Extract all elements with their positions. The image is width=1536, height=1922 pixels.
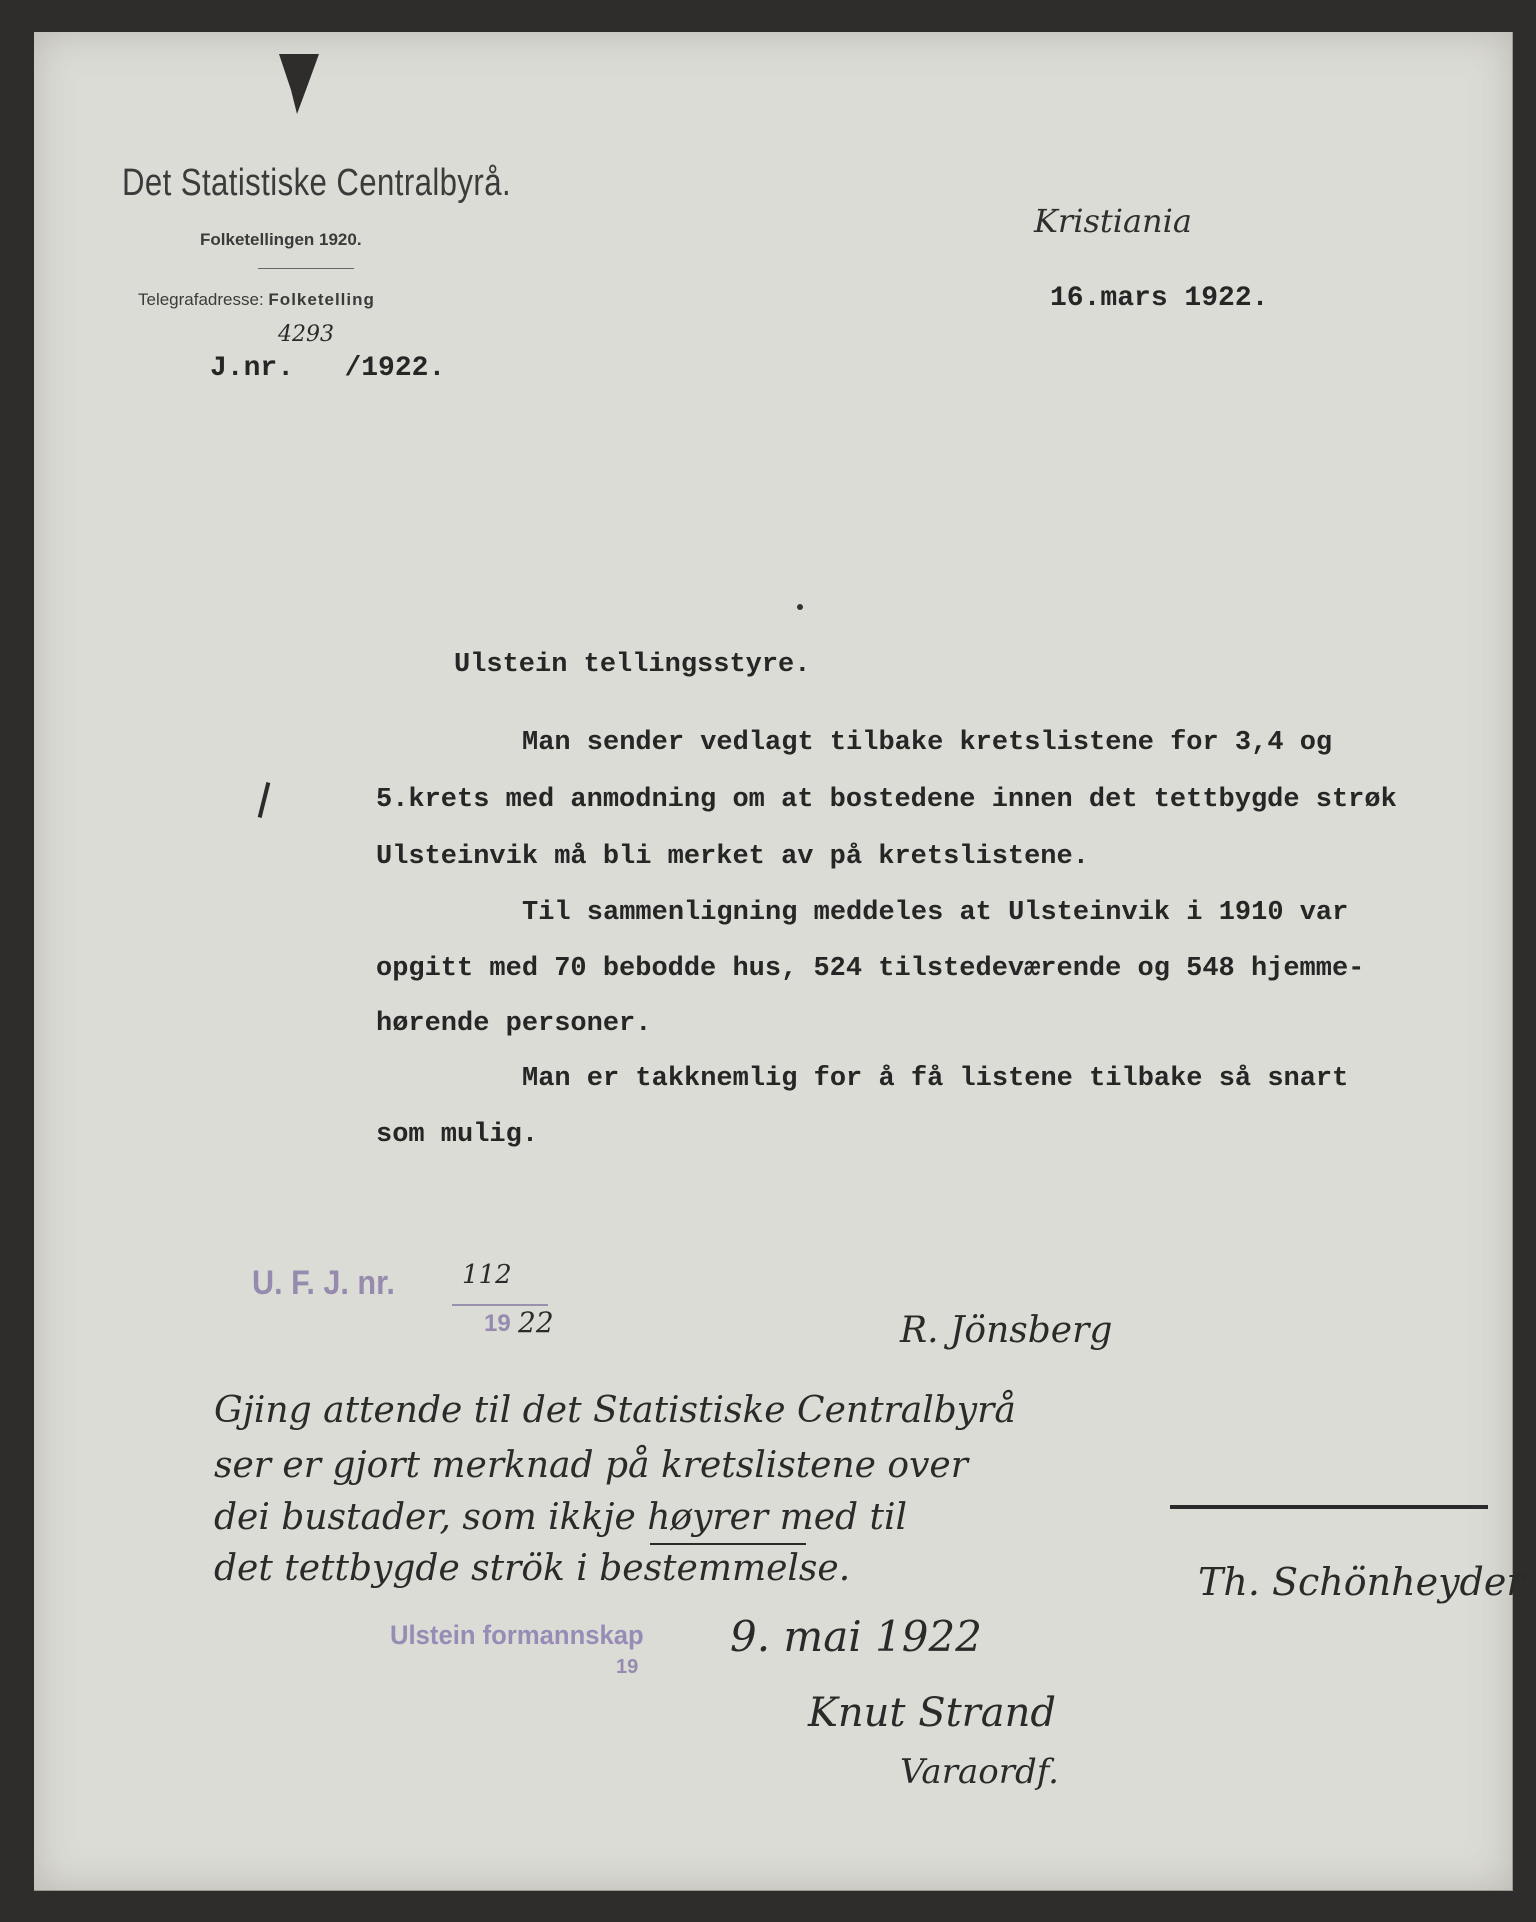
- body-line: opgitt med 70 bebodde hus, 524 tilstedeværende og 548 hjemme-: [376, 954, 1365, 984]
- city-name: Kristiania: [1034, 202, 1192, 240]
- addressee: Ulstein tellingsstyre.: [454, 650, 811, 680]
- signature-bottom-title: Varaordf.: [900, 1752, 1059, 1792]
- journal-number: [210, 353, 445, 384]
- body-line: hørende personer.: [376, 1009, 652, 1039]
- journal-stamp-year: 19: [484, 1310, 511, 1337]
- body-line: 5.krets med anmodning om at bostedene innen det tettbygde strøk: [376, 785, 1397, 815]
- formannskap-stamp: Ulstein formannskap: [390, 1620, 644, 1650]
- journal-stamp: U. F. J. nr.: [252, 1264, 395, 1302]
- journal-stamp-number: 112: [462, 1260, 512, 1290]
- telegram-value: Folketelling: [268, 290, 375, 309]
- signature-right: Th. Schönheyder: [1198, 1560, 1525, 1604]
- formannskap-stamp-year: 19: [616, 1656, 639, 1678]
- telegram-label: Telegrafadresse:: [138, 290, 264, 309]
- telegram-address: [138, 290, 375, 310]
- handwritten-note-line: dei bustader, som ikkje høyrer med til: [214, 1497, 907, 1538]
- body-line: Til sammenligning meddeles at Ulsteinvik i 1910 var: [522, 898, 1349, 928]
- journal-stamp-year-handwritten: 22: [518, 1306, 554, 1339]
- ink-dot: [797, 604, 803, 610]
- organization-name: Det Statistiske Centralbyrå.: [122, 162, 512, 204]
- handwritten-note-line: det tettbygde strök i bestemmelse.: [214, 1548, 851, 1589]
- handwritten-note-line: ser er gjort merknad på kretslistene over: [214, 1445, 968, 1486]
- signature-top: R. Jönsberg: [900, 1310, 1113, 1351]
- body-line: som mulig.: [376, 1120, 539, 1150]
- body-line: Ulsteinvik må bli merket av på kretslistene.: [376, 842, 1089, 872]
- journal-handwritten-number: 4293: [278, 322, 334, 347]
- letterhead-divider: [258, 268, 354, 269]
- body-line: Man sender vedlagt tilbake kretslistene for 3,4 og: [522, 728, 1333, 758]
- signature-bottom: Knut Strand: [808, 1690, 1057, 1736]
- torn-corner: [279, 54, 319, 114]
- note-underline: [650, 1543, 806, 1545]
- body-line: Man er takknemlig for å få listene tilbake så snart: [522, 1064, 1349, 1094]
- handwritten-note-line: Gjing attende til det Statistiske Centralbyrå: [214, 1390, 1016, 1431]
- handwritten-date: 9. mai 1922: [730, 1612, 982, 1661]
- census-title: Folketellingen 1920.: [200, 230, 362, 249]
- signature-rule: [1170, 1505, 1488, 1509]
- journal-year: /1922.: [344, 353, 446, 384]
- letter-date: 16.mars 1922.: [1050, 283, 1269, 314]
- journal-label: J.nr.: [210, 353, 295, 384]
